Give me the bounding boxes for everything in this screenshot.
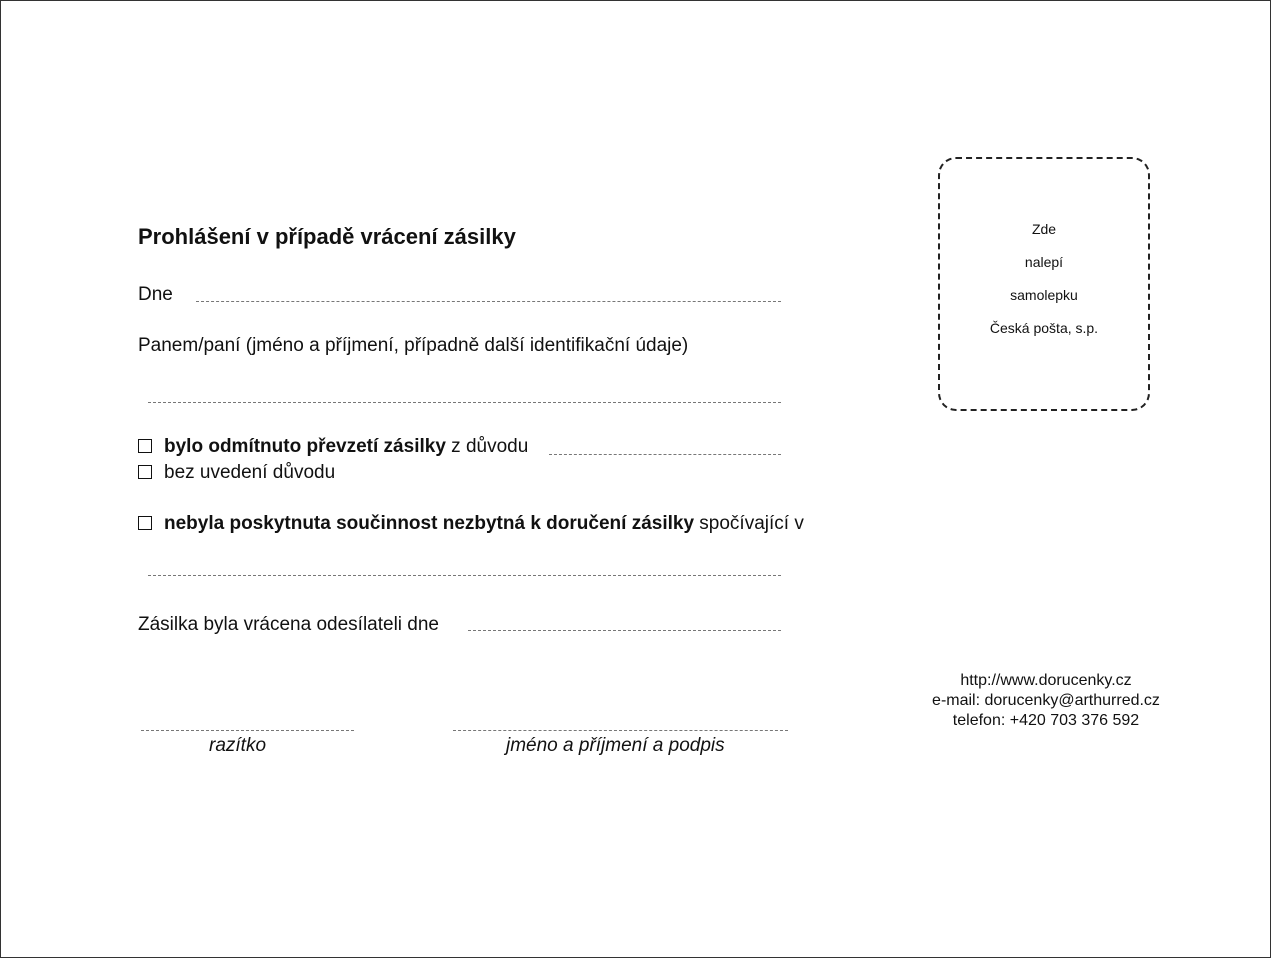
option-refused [138, 436, 528, 458]
option-no-reason-label: bez uvedení důvodu [164, 462, 336, 483]
reason-field-line[interactable] [549, 454, 781, 455]
option-no-reason [138, 462, 335, 484]
date-label: Dne [138, 284, 173, 305]
returned-date-field-line[interactable] [468, 630, 781, 631]
returned-label: Zásilka byla vrácena odesílateli dne [138, 614, 440, 635]
person-label: Panem/paní (jméno a příjmení, případně další identifikační údaje) [138, 335, 689, 356]
option-no-cooperation [138, 513, 804, 535]
contact-email: e-mail: dorucenky@arthurred.cz [932, 692, 1160, 709]
sticker-text-line4: Česká pošta, s.p. [989, 320, 1099, 336]
signature-label: jméno a příjmení a podpis [506, 735, 725, 756]
contact-web: http://www.dorucenky.cz [960, 672, 1132, 689]
option-refused-rest: z důvodu [445, 436, 529, 457]
sticker-placeholder-box [938, 157, 1150, 411]
option-no-cooperation-bold: nebyla poskytnuta součinnost nezbytná k doručení zásilky [164, 513, 695, 534]
cooperation-field-line[interactable] [148, 575, 781, 576]
date-field-line[interactable] [196, 301, 781, 302]
form-title: Prohlášení v případě vrácení zásilky [138, 224, 516, 249]
option-no-cooperation-rest: spočívající v [694, 513, 804, 534]
sticker-text-line2: nalepí [1024, 254, 1064, 270]
refused-checkbox[interactable] [138, 439, 152, 453]
stamp-line[interactable] [141, 730, 354, 731]
signature-line[interactable] [453, 730, 788, 731]
option-refused-bold: bylo odmítnuto převzetí zásilky [164, 436, 446, 457]
sticker-text-line3: samolepku [1010, 287, 1078, 303]
contact-phone: telefon: +420 703 376 592 [952, 712, 1140, 729]
person-field-line[interactable] [148, 402, 781, 403]
no-cooperation-checkbox[interactable] [138, 516, 152, 530]
stamp-label: razítko [209, 735, 267, 756]
sticker-text-line1: Zde [1031, 221, 1057, 237]
no-reason-checkbox[interactable] [138, 465, 152, 479]
